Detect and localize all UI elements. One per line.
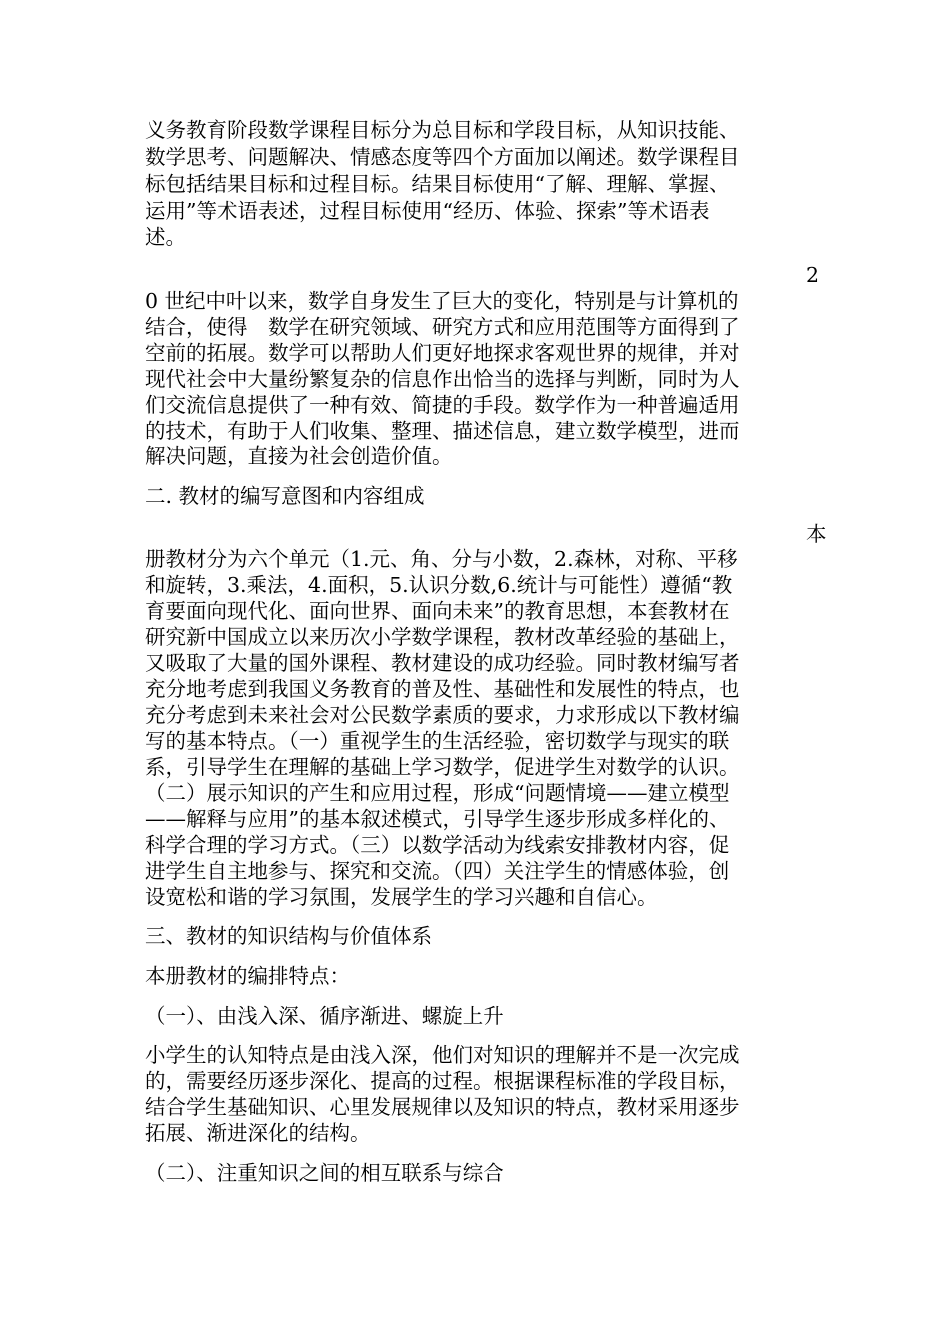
paragraph4-line-3: 结合学生基础知识、心里发展规律以及知识的特点，教材采用逐步	[145, 1095, 740, 1119]
paragraph3-line-6: 充分地考虑到我国义务教育的普及性、基础性和发展性的特点，也	[145, 677, 740, 701]
paragraph1-line-4: 运用”等术语表述，过程目标使用“经历、体验、探索”等术语表	[145, 199, 710, 223]
paragraph3-line-4: 研究新中国成立以来历次小学数学课程，教材改革经验的基础上，	[145, 625, 740, 649]
paragraph1-line-5: 述。	[145, 225, 186, 249]
paragraph2-line-4: 现代社会中大量纷繁复杂的信息作出恰当的选择与判断，同时为人	[145, 367, 740, 391]
paragraph3-line-7: 充分考虑到未来社会对公民数学素质的要求，力求形成以下教材编	[145, 703, 740, 727]
paragraph2-line-5: 们交流信息提供了一种有效、简捷的手段。数学作为一种普遍适用	[145, 393, 740, 417]
paragraph4-line-1: 小学生的认知特点是由浅入深，他们对知识的理解并不是一次完成	[145, 1043, 740, 1067]
section2-title: （二）、注重知识之间的相互联系与综合	[145, 1161, 504, 1185]
paragraph4-line-4: 拓展、渐进深化的结构。	[145, 1121, 371, 1145]
paragraph4-line-2: 的，需要经历逐步深化、提高的过程。根据课程标准的学段目标，	[145, 1069, 740, 1093]
paragraph3-line-2: 和旋转，3.乘法，4.面积，5.认识分数,6.统计与可能性）遵循“教	[145, 573, 733, 597]
paragraph3-line-12: 科学合理的学习方式。（三）以数学活动为线索安排教材内容，促	[145, 833, 730, 857]
paragraph1-line-3: 标包括结果目标和过程目标。结果目标使用“了解、理解、掌握、	[145, 172, 730, 196]
section-heading-3: 三、教材的知识结构与价值体系	[145, 924, 432, 948]
paragraph3-line-9: 系，引导学生在理解的基础上学习数学，促进学生对数学的认识。	[145, 755, 740, 779]
paragraph3-line-5: 又吸取了大量的国外课程、教材建设的成功经验。同时教材编写者	[145, 651, 740, 675]
paragraph2-line-2: 结合，使得 数学在研究领域、研究方式和应用范围等方面得到了	[145, 315, 740, 339]
paragraph2-line-3: 空前的拓展。数学可以帮助人们更好地探求客观世界的规律，并对	[145, 341, 740, 365]
paragraph2-line-7: 解决问题，直接为社会创造价值。	[145, 444, 453, 468]
paragraph3-line-3: 育要面向现代化、面向世界、面向未来”的教育思想，本套教材在	[145, 599, 730, 623]
paragraph2-line-1: 0 世纪中叶以来，数学自身发生了巨大的变化，特别是与计算机的	[145, 289, 739, 313]
paragraph3-line-13: 进学生自主地参与、探究和交流。（四）关注学生的情感体验，创	[145, 859, 730, 883]
subheading: 本册教材的编排特点：	[145, 964, 350, 988]
paragraph2-line-6: 的技术，有助于人们收集、整理、描述信息，建立数学模型，进而	[145, 419, 740, 443]
paragraph3-marginal-char: 本	[806, 522, 827, 546]
paragraph1-line-2: 数学思考、问题解决、情感态度等四个方面加以阐述。数学课程目	[145, 145, 740, 169]
paragraph3-line-10: （二）展示知识的产生和应用过程，形成“问题情境——建立模型	[145, 781, 730, 805]
paragraph3-line-8: 写的基本特点。（一）重视学生的生活经验，密切数学与现实的联	[145, 729, 730, 753]
paragraph3-line-11: ——解释与应用”的基本叙述模式，引导学生逐步形成多样化的、	[145, 807, 730, 831]
paragraph1-line-1: 义务教育阶段数学课程目标分为总目标和学段目标，从知识技能、	[145, 118, 740, 142]
section-heading-2: 二. 教材的编写意图和内容组成	[145, 484, 425, 508]
paragraph2-marginal-char: 2	[806, 263, 820, 287]
paragraph3-line-1: 册教材分为六个单元（1.元、角、分与小数，2.森林，对称、平移	[145, 547, 738, 571]
paragraph3-line-14: 设宽松和谐的学习氛围，发展学生的学习兴趣和自信心。	[145, 885, 658, 909]
section1-title: （一）、由浅入深、循序渐进、螺旋上升	[145, 1004, 504, 1028]
